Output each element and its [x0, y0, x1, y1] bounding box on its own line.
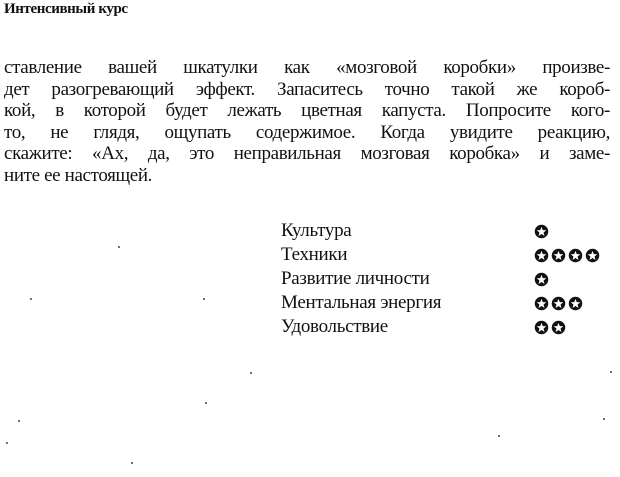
scan-speck: [603, 418, 605, 420]
rating-row-mental-energy: [281, 291, 611, 315]
paragraph-line: кой, в которой будет лежать цветная капуста. Попросите кого-: [4, 100, 610, 121]
scan-speck: [498, 435, 500, 437]
rating-row-culture: [281, 219, 611, 243]
rating-label: Техники: [281, 244, 348, 265]
rating-label: Удовольствие: [281, 316, 388, 337]
paragraph-line: ните ее настоящей.: [4, 164, 153, 186]
rating-row-techniques: [281, 243, 611, 267]
star-in-circle-icon: [585, 248, 600, 263]
rating-row-pleasure: [281, 315, 611, 339]
rating-label: Культура: [281, 220, 352, 241]
scan-speck: [118, 246, 120, 248]
rating-label: Развитие личности: [281, 268, 430, 289]
body-paragraph: [4, 57, 610, 186]
star-in-circle-icon: [534, 272, 549, 287]
star-in-circle-icon: [551, 296, 566, 311]
running-head: Интенсивный курс: [4, 1, 128, 17]
scan-speck: [203, 298, 205, 300]
rating-stars: [534, 272, 549, 288]
star-in-circle-icon: [534, 248, 549, 263]
star-in-circle-icon: [551, 320, 566, 335]
rating-row-personal-development: [281, 267, 611, 291]
scan-speck: [131, 462, 133, 464]
star-in-circle-icon: [568, 296, 583, 311]
scan-speck: [6, 442, 8, 444]
star-in-circle-icon: [551, 248, 566, 263]
paragraph-line: дет разогревающий эффект. Запаситесь точно такой же короб-: [4, 78, 610, 100]
scan-speck: [250, 372, 252, 374]
scan-speck: [18, 420, 20, 422]
star-in-circle-icon: [534, 296, 549, 311]
paragraph-line: то, не глядя, ощупать содержимое. Когда увидите реакцию,: [4, 121, 610, 143]
scan-speck: [610, 371, 612, 373]
paragraph-line: ставление вашей шкатулки как «мозговой коробки» произве-: [4, 57, 610, 78]
star-in-circle-icon: [568, 248, 583, 263]
rating-stars: [534, 320, 566, 336]
star-in-circle-icon: [534, 224, 549, 239]
star-in-circle-icon: [534, 320, 549, 335]
rating-stars: [534, 248, 600, 264]
scan-speck: [205, 402, 207, 404]
rating-table: [281, 219, 611, 339]
rating-label: Ментальная энергия: [281, 292, 442, 313]
rating-stars: [534, 224, 549, 240]
rating-stars: [534, 296, 583, 312]
paragraph-line: скажите: «Ах, да, это неправильная мозговая коробка» и заме-: [4, 143, 610, 164]
scan-speck: [30, 298, 32, 300]
